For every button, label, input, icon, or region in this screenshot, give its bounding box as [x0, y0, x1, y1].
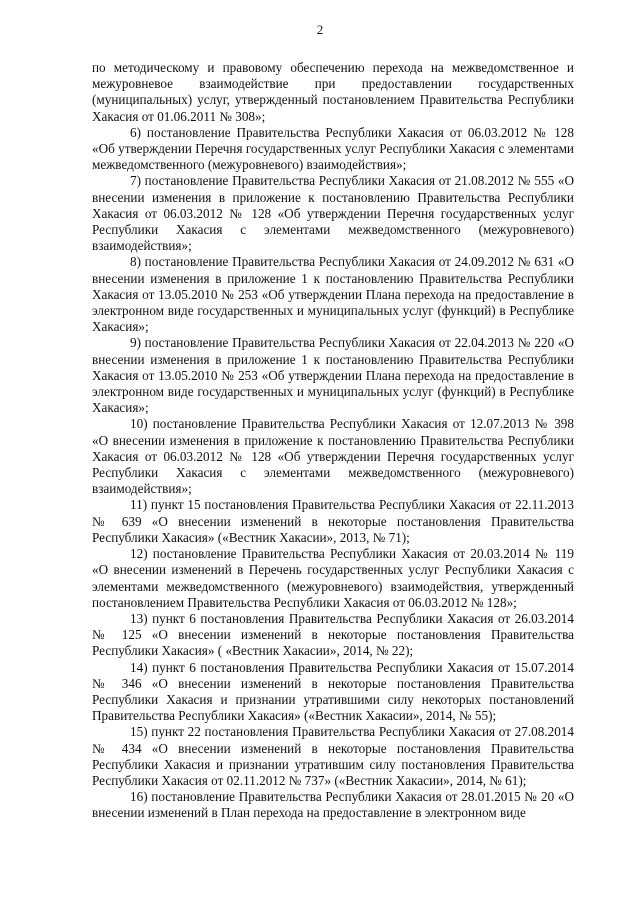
list-item-16: 16) постановление Правительства Республики Хакасия от 28.01.2015 № 20 «О внесении изменений в План перехода на предоставление в электронном виде: [92, 789, 574, 821]
paragraph-continuation: по методическому и правовому обеспечению перехода на межведомственное и межуровневое взаимодействие при предоставлении государственных (муниципальных) услуг, утвержденный постановлением Правительства Республики Хакасия от 01.06.2011 № 308»;: [92, 60, 574, 124]
list-item-9: 9) постановление Правительства Республики Хакасия от 22.04.2013 № 220 «О внесении изменения в приложение 1 к постановлению Правительства Республики Хакасия от 13.05.2010 № 253 «Об утверждении Плана перехода на предоставление в электронном виде государственных и муниципальных услуг (функций) в Республике Хакасия»;: [92, 335, 574, 416]
list-item-13: 13) пункт 6 постановления Правительства Республики Хакасия от 26.03.2014 № 125 «О внесении изменений в некоторые постановления Правительства Республики Хакасия» ( «Вестник Хакасии», 2014, № 22);: [92, 610, 574, 659]
list-item-12: 12) постановление Правительства Республики Хакасия от 20.03.2014 № 119 «О внесении изменений в Перечень государственных услуг Республики Хакасия с элементами межведомственного (межуровневого) взаимодействия, утвержденный постановлением Правительства Республики Хакасия от 06.03.2012 № 128»;: [92, 546, 574, 610]
list-item-15: 15) пункт 22 постановления Правительства Республики Хакасия от 27.08.2014 № 434 «О внесении изменений в некоторые постановления Правительства Республики Хакасия и признании утратившим силу постановления Правительства Республики Хакасия от 02.11.2012 № 737» («Вестник Хакасии», 2014, № 61);: [92, 724, 574, 788]
list-item-8: 8) постановление Правительства Республики Хакасия от 24.09.2012 № 631 «О внесении изменения в приложение 1 к постановлению Правительства Республики Хакасия от 13.05.2010 № 253 «Об утверждении Плана перехода на предоставление в электронном виде государственных и муниципальных услуг (функций) в Республике Хакасия»;: [92, 254, 574, 335]
list-item-14: 14) пункт 6 постановления Правительства Республики Хакасия от 15.07.2014 № 346 «О внесении изменений в некоторые постановления Правительства Республики Хакасия и признании утратившими силу некоторых постановлений Правительства Республики Хакасия» («Вестник Хакасии», 2014, № 55);: [92, 659, 574, 724]
list-item-11: 11) пункт 15 постановления Правительства Республики Хакасия от 22.11.2013 № 639 «О внесении изменений в некоторые постановления Правительства Республики Хакасия» («Вестник Хакасии», 2013, № 71);: [92, 497, 574, 545]
list-item-6: 6) постановление Правительства Республики Хакасия от 06.03.2012 № 128 «Об утверждении Перечня государственных услуг Республики Хакасия с элементами межведомственного (межуровневого) взаимодействия»;: [92, 124, 574, 173]
page-number: 2: [316, 22, 324, 37]
list-item-7: 7) постановление Правительства Республики Хакасия от 21.08.2012 № 555 «О внесении изменения в приложение к постановлению Правительства Республики Хакасия от 06.03.2012 № 128 «Об утверждении Перечня государственных услуг Республики Хакасия с элементами межведомственного (межуровневого) взаимодействия»;: [92, 173, 574, 254]
list-item-10: 10) постановление Правительства Республики Хакасия от 12.07.2013 № 398 «О внесении изменения в приложение к постановлению Правительства Республики Хакасия от 06.03.2012 № 128 «Об утверждении Перечня государственных услуг Республики Хакасия с элементами межведомственного (межуровневого) взаимодействия»;: [92, 416, 574, 497]
document-body: [92, 60, 574, 822]
